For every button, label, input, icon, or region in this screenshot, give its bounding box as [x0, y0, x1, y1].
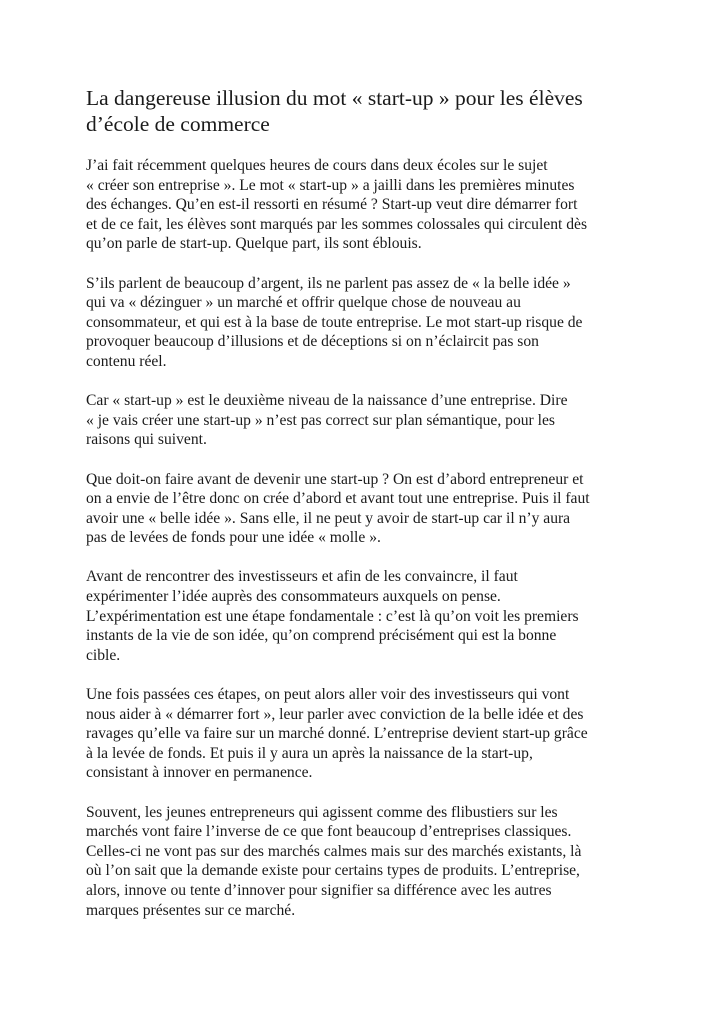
- text-line: des échanges. Qu’en est-il ressorti en résumé ? Start-up veut dire démarrer fort: [86, 196, 578, 214]
- text-line: consistant à innover en permanence.: [86, 764, 313, 782]
- text-line: pas de levées de fonds pour une idée « molle ».: [86, 529, 381, 547]
- text-line: Une fois passées ces étapes, on peut alors aller voir des investisseurs qui vont: [86, 686, 570, 704]
- text-line: cible.: [86, 646, 121, 664]
- paragraph-7: [86, 803, 646, 921]
- text-line: Car « start-up » est le deuxième niveau de la naissance d’une entreprise. Dire: [86, 392, 568, 410]
- text-line: J’ai fait récemment quelques heures de cours dans deux écoles sur le sujet: [86, 157, 548, 174]
- text-line: alors, innove ou tente d’innover pour signifier sa différence avec les autres: [86, 881, 552, 899]
- paragraph-6: [86, 685, 646, 783]
- text-line: « créer son entreprise ». Le mot « start-up » a jailli dans les premières minutes: [86, 176, 575, 194]
- text-line: avoir une « belle idée ». Sans elle, il ne peut y avoir de start-up car il n’y aura: [86, 509, 571, 527]
- text-line: qu’on parle de start-up. Quelque part, ils sont éblouis.: [86, 235, 422, 253]
- document-page: [86, 85, 646, 940]
- title-line: La dangereuse illusion du mot « start-up » pour les élèves: [86, 86, 583, 110]
- paragraph-5: [86, 567, 646, 665]
- text-line: provoquer beaucoup d’illusions et de déceptions si on n’éclaircit pas son: [86, 333, 539, 351]
- text-line: contenu réel.: [86, 352, 167, 370]
- text-line: L’expérimentation est une étape fondamentale : c’est là qu’on voit les premiers: [86, 607, 579, 625]
- paragraph-3: [86, 391, 646, 450]
- paragraph-1: [86, 156, 646, 254]
- text-line: raisons qui suivent.: [86, 431, 207, 449]
- paragraph-4: [86, 470, 646, 548]
- text-line: expérimenter l’idée auprès des consommateurs auxquels on pense.: [86, 588, 501, 606]
- text-line: marchés vont faire l’inverse de ce que font beaucoup d’entreprises classiques.: [86, 823, 572, 841]
- text-line: S’ils parlent de beaucoup d’argent, ils ne parlent pas assez de « la belle idée »: [86, 274, 571, 292]
- paragraph-2: [86, 274, 646, 372]
- text-line: Avant de rencontrer des investisseurs et afin de les convaincre, il faut: [86, 568, 518, 586]
- text-line: Souvent, les jeunes entrepreneurs qui agissent comme des flibustiers sur les: [86, 803, 558, 821]
- text-line: où l’on sait que la demande existe pour certains types de produits. L’entreprise,: [86, 862, 580, 880]
- text-line: instants de la vie de son idée, qu’on comprend précisément qui est la bonne: [86, 627, 557, 645]
- text-line: Que doit-on faire avant de devenir une start-up ? On est d’abord entrepreneur et: [86, 470, 584, 488]
- text-line: et de ce fait, les élèves sont marqués par les sommes colossales qui circulent dès: [86, 215, 588, 233]
- text-line: « je vais créer une start-up » n’est pas correct sur plan sémantique, pour les: [86, 411, 555, 429]
- text-line: ravages qu’elle va faire sur un marché donné. L’entreprise devient start-up grâce: [86, 725, 588, 743]
- text-line: consommateur, et qui est à la base de toute entreprise. Le mot start-up risque de: [86, 313, 583, 331]
- text-line: marques présentes sur ce marché.: [86, 901, 296, 919]
- title-line: d’école de commerce: [86, 112, 270, 136]
- text-line: Celles-ci ne vont pas sur des marchés calmes mais sur des marchés existants, là: [86, 842, 582, 860]
- text-line: à la levée de fonds. Et puis il y aura un après la naissance de la start-up,: [86, 744, 533, 762]
- text-line: nous aider à « démarrer fort », leur parler avec conviction de la belle idée et des: [86, 705, 584, 723]
- text-line: on a envie de l’être donc on crée d’abord et avant tout une entreprise. Puis il faut: [86, 490, 590, 508]
- document-title: [86, 85, 646, 137]
- text-line: qui va « dézinguer » un marché et offrir quelque chose de nouveau au: [86, 294, 521, 312]
